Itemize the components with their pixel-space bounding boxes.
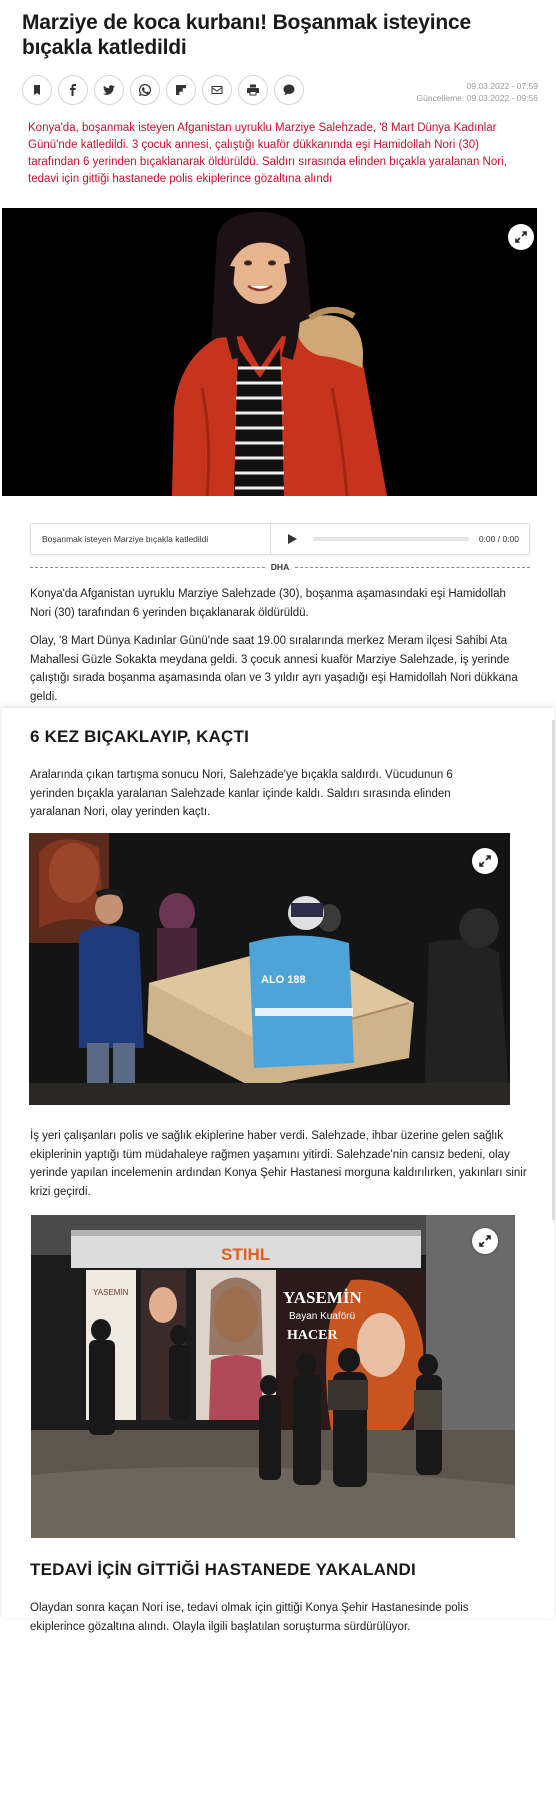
salon-owner-text: HACER bbox=[287, 1328, 338, 1343]
updated-date: Güncelleme: 09.03.2022 - 09:56 bbox=[416, 93, 538, 103]
facebook-icon bbox=[66, 83, 80, 97]
body-paragraph-2: Olay, '8 Mart Dünya Kadınlar Günü'nde saat 19.00 sıralarında merkez Meram ilçesi Sahibi Ata Mahallesi Güzle Sokakta meydana geldi. 3 çocuk annesi kuaför Marziye Salehzade, iş yerinde çalıştığı sırada boşanma aşamasında olan ve 3 yıldır ayrı yaşadığı eşi Hamidollah Nori dükkana geldi. bbox=[30, 635, 518, 703]
sign-top-text: STIHL bbox=[221, 1245, 271, 1264]
expand-icon bbox=[514, 230, 528, 244]
flipboard-icon bbox=[174, 83, 188, 97]
audio-progress-bar[interactable] bbox=[313, 537, 469, 541]
mail-share-button[interactable] bbox=[202, 75, 232, 105]
coffin-carrying-scene bbox=[29, 833, 510, 1105]
article-dates bbox=[417, 80, 538, 104]
published-date: 09.03.2022 - 07:59 bbox=[466, 81, 538, 91]
source-divider bbox=[30, 561, 530, 573]
comment-icon bbox=[282, 83, 296, 97]
section-heading-2: TEDAVİ İÇİN GİTTİĞİ HASTANEDE YAKALANDI bbox=[30, 1560, 416, 1579]
scrollbar[interactable] bbox=[552, 720, 555, 1220]
expand-photo-2-button[interactable] bbox=[472, 1228, 498, 1254]
body-paragraph-4: İş yeri çalışanları polis ve sağlık ekiplerine haber verdi. Salehzade, ihbar üzerine gelen sağlık ekiplerinin yaptığı tüm müdahaleye rağmen yaşamını yitirdi. Salehzade'nin cansız bedeni, olay yerinde yapılan incelemenin ardından Konya Şehir Hastanesi morguna kaldırılırken, yakınları sinir krizi geçirdi. bbox=[30, 1130, 527, 1198]
audio-title: Boşanmak isteyen Marziye bıçakla katledildi bbox=[31, 524, 271, 554]
comment-button[interactable] bbox=[274, 75, 304, 105]
facebook-share-button[interactable] bbox=[58, 75, 88, 105]
article-spot: Konya'da, boşanmak isteyen Afganistan uyruklu Marziye Salehzade, '8 Mart Dünya Kadınlar Günü'nde katledildi. 3 çocuk annesi, çalıştığı kuaför dükkanında eşi Hamidollah Nori (30) tarafından 6 yerinden bıçaklanarak öldürüldü. Saldırı sırasında elinden bıçakla yaralanan Nori, tedavi için gittiği hastanede polis ekiplerince gözaltına alındı bbox=[28, 122, 507, 185]
hair-salon-scene bbox=[31, 1215, 515, 1538]
bookmark-button[interactable] bbox=[22, 75, 52, 105]
expand-icon bbox=[478, 854, 492, 868]
body-paragraph-1: Konya'da Afganistan uyruklu Marziye Salehzade (30), boşanma aşamasındaki eşi Hamidollah Nori (30) tarafından 6 yerinden bıçaklanarak öldürüldü. bbox=[30, 588, 506, 619]
source-label: DHA bbox=[270, 562, 290, 572]
flipboard-share-button[interactable] bbox=[166, 75, 196, 105]
article-photo-1[interactable] bbox=[29, 833, 510, 1105]
print-icon bbox=[246, 83, 260, 97]
twitter-icon bbox=[102, 83, 116, 97]
body-paragraph-5: Olaydan sonra kaçan Nori ise, tedavi olmak için gittiği Konya Şehir Hastanesinde polis ekiplerince gözaltına alındı. Olayla ilgili başlatılan soruşturma sürdürülüyor. bbox=[30, 1602, 469, 1633]
section-heading-1: 6 KEZ BIÇAKLAYIP, KAÇTI bbox=[30, 727, 250, 746]
expand-icon bbox=[478, 1234, 492, 1248]
vest-text: ALO 188 bbox=[261, 974, 306, 986]
article-photo-2[interactable] bbox=[31, 1215, 515, 1538]
side-poster-text: YASEMİN bbox=[93, 1288, 129, 1297]
salon-sub-text: Bayan Kuaförü bbox=[289, 1311, 356, 1322]
print-button[interactable] bbox=[238, 75, 268, 105]
share-toolbar bbox=[22, 75, 304, 105]
salon-name-text: YASEMİN bbox=[283, 1288, 362, 1307]
article-title: Marziye de koca kurbanı! Boşanmak isteyince bıçakla katledildi bbox=[22, 11, 471, 59]
expand-photo-1-button[interactable] bbox=[472, 848, 498, 874]
audio-player bbox=[30, 523, 530, 555]
hero-image[interactable] bbox=[2, 208, 537, 496]
audio-time: 0:00 / 0:00 bbox=[478, 534, 519, 544]
whatsapp-icon bbox=[138, 83, 152, 97]
bookmark-icon bbox=[30, 83, 44, 97]
expand-image-button[interactable] bbox=[508, 224, 534, 250]
whatsapp-share-button[interactable] bbox=[130, 75, 160, 105]
body-paragraph-3: Aralarında çıkan tartışma sonucu Nori, Salehzade'ye bıçakla saldırdı. Vücudunun 6 yerinden bıçakla yaralanan Salehzade kanlar içinde kaldı. Saldırı sırasında elinden yaralanan Nori, olay yerinden kaçtı. bbox=[30, 769, 453, 818]
twitter-share-button[interactable] bbox=[94, 75, 124, 105]
victim-portrait bbox=[2, 208, 537, 496]
mail-icon bbox=[210, 83, 224, 97]
play-icon[interactable] bbox=[285, 532, 299, 546]
